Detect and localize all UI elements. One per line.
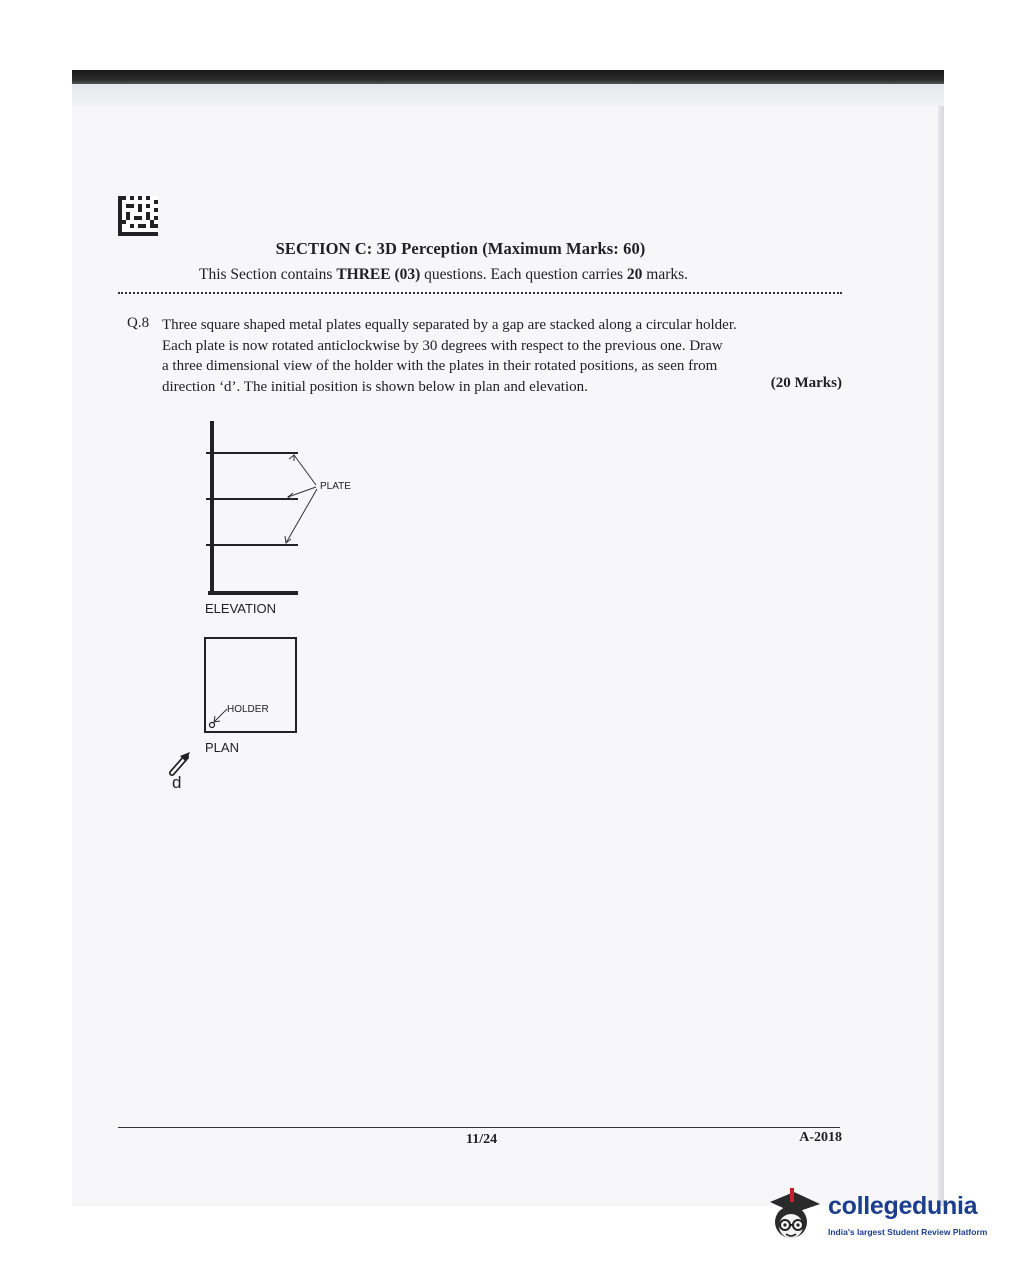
collegedunia-logo[interactable]: [766, 1178, 996, 1250]
page-number: 11/24: [466, 1132, 498, 1147]
sheet-edge-shadow: [938, 106, 944, 1206]
brand-tagline: India's largest Student Review Platform: [828, 1227, 988, 1237]
question-line: Each plate is now rotated anticlockwise by 30 degrees with respect to the previous one. Draw: [162, 337, 723, 354]
marks-per-question: 20: [626, 266, 643, 283]
footer-rule: [118, 1127, 840, 1128]
direction-arrow-icon: [172, 752, 190, 773]
direction-label: d: [172, 773, 182, 792]
question-marks: (20 Marks): [770, 375, 842, 391]
elevation-label: ELEVATION: [205, 601, 277, 616]
section-instructions: [199, 266, 688, 284]
holder-label: HOLDER: [227, 704, 269, 715]
brand-name: collegedunia: [828, 1192, 978, 1220]
holder-circle-icon: [210, 723, 215, 728]
question-line: Three square shaped metal plates equally separated by a gap are stacked along a circular holder.: [162, 317, 737, 333]
mascot-icon: [766, 1178, 826, 1250]
holder-rod: [210, 421, 214, 593]
section-title: [0, 239, 1025, 259]
question-number: Q.8: [127, 315, 150, 331]
section-title-text: SECTION C: 3D Perception (Maximum Marks: 60): [275, 239, 646, 258]
plate-label: PLATE: [320, 481, 351, 492]
section-sub-post: marks.: [642, 266, 689, 283]
holder-leader-line: [214, 709, 227, 722]
holder-base: [208, 591, 298, 595]
section-sub-pre: This Section contains: [199, 266, 337, 283]
datamatrix-code-icon: [118, 196, 158, 236]
paper-code: A-2018: [799, 1130, 842, 1145]
question-line: a three dimensional view of the holder with the plates in their rotated positions, as seen from: [162, 358, 718, 374]
question-line: direction ‘d’. The initial position is shown below in plan and elevation.: [162, 378, 588, 395]
section-sub-mid: questions. Each question carries: [420, 266, 627, 283]
plan-elevation-figure: [160, 415, 360, 800]
scan-top-edge: [72, 70, 944, 84]
scan-paper-fold: [72, 84, 944, 107]
dotted-divider: [118, 292, 842, 294]
plan-label: PLAN: [205, 740, 239, 755]
question-count: THREE (03): [336, 266, 421, 283]
